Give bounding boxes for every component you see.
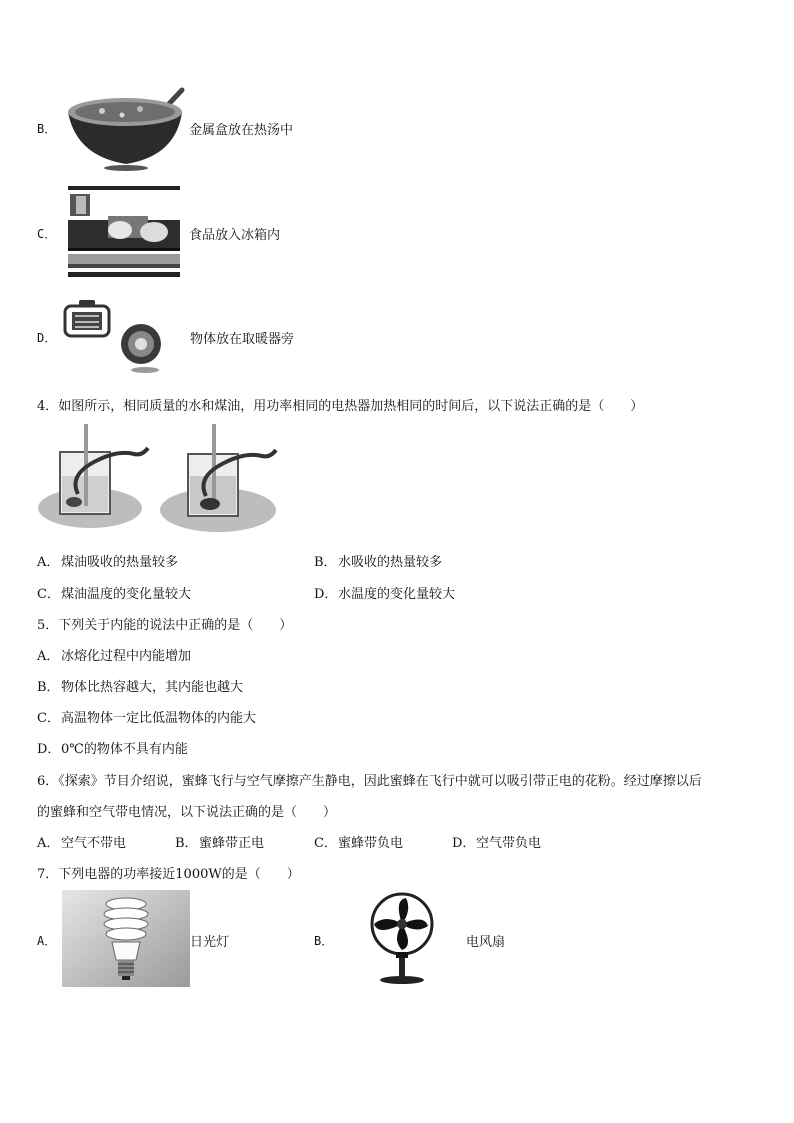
option-label: B． [37, 122, 57, 136]
option-label: C． [314, 836, 337, 851]
option-text: 空气带负电 [476, 836, 542, 851]
electric-fan-icon [366, 892, 438, 986]
option-text: 物体比热容越大，其内能也越大 [61, 680, 244, 695]
option-text: 空气不带电 [61, 836, 127, 851]
option-text: 水吸收的热量较多 [338, 555, 443, 570]
question-stem-continued: 的蜜蜂和空气带电情况，以下说法正确的是（ ） [37, 805, 337, 820]
question-stem: 6．《探索》节目介绍说，蜜蜂飞行与空气摩擦产生静电，因此蜜蜂在飞行中就可以吸引带正电的花粉。经过摩擦以后 [37, 774, 702, 789]
option-text: 煤油温度的变化量较大 [61, 587, 192, 602]
option-text: 冰熔化过程中内能增加 [61, 649, 192, 664]
option-label: C． [37, 587, 60, 602]
bowl-in-soup-icon [64, 84, 186, 172]
option-label: A． [37, 555, 60, 570]
option-label: D． [37, 331, 57, 345]
option-label: B． [37, 680, 60, 695]
option-text: 日光灯 [190, 935, 230, 950]
option-text: 蜜蜂带负电 [338, 836, 404, 851]
option-label: B． [314, 934, 334, 948]
option-text: 0℃的物体不具有内能 [61, 742, 188, 757]
option-label: C． [37, 227, 57, 241]
option-label: A． [37, 934, 57, 948]
question-stem: 4．如图所示，相同质量的水和煤油，用功率相同的电热器加热相同的时间后，以下说法正确的是（ ） [37, 399, 644, 414]
option-label: D． [452, 836, 476, 851]
option-label: D． [37, 742, 61, 757]
heater-icon [61, 298, 181, 378]
option-text: 蜜蜂带正电 [199, 836, 265, 851]
option-label: B． [314, 555, 337, 570]
option-text: 金属盒放在热汤中 [189, 123, 294, 138]
fridge-icon [68, 186, 182, 278]
option-text: 水温度的变化量较大 [338, 587, 456, 602]
option-text: 食品放入冰箱内 [189, 228, 281, 243]
option-label: C． [37, 711, 60, 726]
question-stem: 5．下列关于内能的说法中正确的是（ ） [37, 618, 293, 633]
question-stem: 7．下列电器的功率接近1000W的是（ ） [37, 867, 300, 882]
option-label: A． [37, 836, 60, 851]
option-label: B． [175, 836, 198, 851]
option-label: D． [314, 587, 338, 602]
option-text: 煤油吸收的热量较多 [61, 555, 179, 570]
option-text: 高温物体一定比低温物体的内能大 [61, 711, 257, 726]
option-label: A． [37, 649, 60, 664]
option-text: 电风扇 [466, 935, 506, 950]
cfl-bulb-icon [62, 890, 190, 987]
beakers-heating-icon [38, 424, 288, 536]
option-text: 物体放在取暖器旁 [190, 332, 295, 347]
